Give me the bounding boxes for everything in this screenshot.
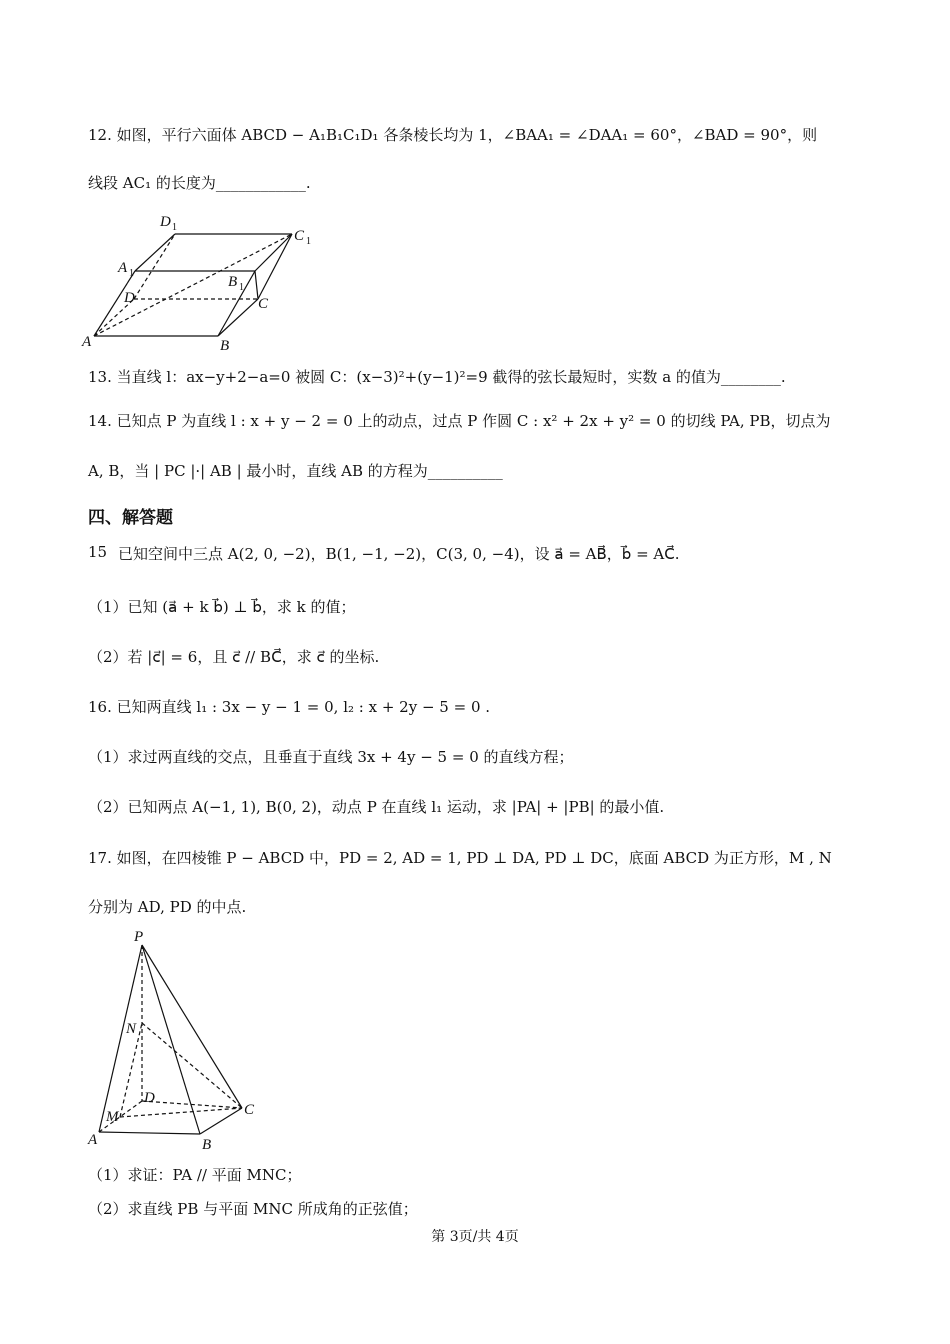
svg-text:1: 1 [129,268,134,279]
edge-A-B [99,1132,200,1134]
q14-line1: 14. 已知点 P 为直线 l : x + y − 2 = 0 上的动点，过点 P 作圆 C : x² + 2x + y² = 0 的切线 PA, PB，切点为 [88,412,831,430]
q12-line1: 12. 如图，平行六面体 ABCD − A₁B₁C₁D₁ 各条棱长均为 1，∠BAA₁ = ∠DAA₁ = 60°，∠BAD = 90°，则 [88,126,818,144]
label-B: B [202,1137,212,1153]
q14-line2: A, B，当 | PC |·| AB | 最小时，直线 AB 的方程为__________ [88,462,503,480]
label-A1: A [118,260,128,276]
q15-line1: 已知空间中三点 A(2, 0, −2)，B(1, −1, −2)，C(3, 0, −4)，设 a⃗ = AB⃗，b⃗ = AC⃗. [118,545,680,563]
q16-part2: （2）已知两点 A(−1, 1), B(0, 2)，动点 P 在直线 l₁ 运动，求 |PA| + |PB| 的最小值. [88,798,665,816]
label-P: P [134,929,144,945]
q12-line2: 线段 AC₁ 的长度为____________. [88,174,311,192]
q17-line2: 分别为 AD, PD 的中点. [88,898,247,916]
q15-number: 15 [88,543,108,561]
edge-A1-D1 [135,234,175,271]
svg-text:1: 1 [306,236,311,247]
segment-M-C [120,1108,242,1117]
diagonal-A-C1 [94,234,292,336]
edge-P-A [99,945,142,1132]
label-B1: B [228,274,238,290]
edge-B-C [218,299,258,336]
label-N: N [126,1021,137,1037]
svg-text:1: 1 [239,282,244,293]
q17-part2: （2）求直线 PB 与平面 MNC 所成角的正弦值； [88,1200,418,1218]
edge-B1-C1 [255,234,292,271]
edge-P-C [142,945,242,1108]
parallelepiped-figure [80,212,330,352]
q16-part1: （1）求过两直线的交点，且垂直于直线 3x + 4y − 5 = 0 的直线方程； [88,748,574,766]
label-D1: D [160,214,171,230]
label-D: D [124,290,135,306]
q13-line1: 13. 当直线 l：ax−y+2−a=0 被圆 C：(x−3)²+(y−1)²=9 截得的弦长最短时，实数 a 的值为________. [88,368,786,386]
segment-N-C [142,1023,242,1108]
label-C: C [258,296,269,312]
svg-text:1: 1 [172,222,177,233]
section-heading: 四、解答题 [88,508,173,528]
q15-part1: （1）已知 (a⃗ + k b⃗) ⊥ b⃗，求 k 的值； [88,598,356,616]
label-B: B [220,338,230,352]
q17-part1: （1）求证：PA // 平面 MNC； [88,1166,302,1184]
edge-C-C1 [258,234,292,299]
label-C1: C [294,228,305,244]
pyramid-figure [80,925,280,1155]
label-D: D [144,1090,155,1106]
page-footer: 第 3页/共 4页 [431,1229,519,1245]
label-A: A [88,1132,98,1148]
q16-line1: 16. 已知两直线 l₁ : 3x − y − 1 = 0, l₂ : x + 2y − 5 = 0 . [88,698,491,716]
q17-line1: 17. 如图，在四棱锥 P − ABCD 中，PD = 2, AD = 1, PD ⊥ DA, PD ⊥ DC，底面 ABCD 为正方形，M , N [88,849,832,867]
edge-B-C [200,1108,242,1134]
edge-B1-C [255,271,258,299]
q15-part2: （2）若 |c⃗| = 6，且 c⃗ // BC⃗，求 c⃗ 的坐标. [88,648,380,666]
label-M: M [106,1109,119,1125]
label-A: A [82,334,92,350]
label-C: C [244,1102,255,1118]
